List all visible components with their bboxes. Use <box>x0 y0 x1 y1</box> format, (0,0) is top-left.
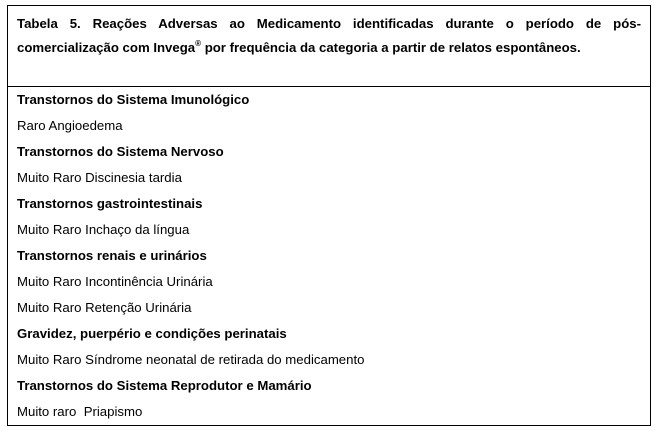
category-heading: Transtornos do Sistema Nervoso <box>17 144 224 159</box>
category-heading: Transtornos renais e urinários <box>17 248 207 263</box>
registered-mark: ® <box>195 38 202 48</box>
reaction-item: Muito Raro Síndrome neonatal de retirada do medicamento <box>17 352 365 367</box>
reaction-item: Muito Raro Inchaço da língua <box>17 222 190 237</box>
category-heading: Transtornos gastrointestinais <box>17 196 203 211</box>
category-heading: Gravidez, puerpério e condições perinatais <box>17 326 287 341</box>
reaction-item: Muito Raro Retenção Urinária <box>17 300 192 315</box>
caption-text: Tabela 5. Reações Adversas ao Medicamento identificadas durante o período de pós-comercialização com Invega <box>17 16 641 55</box>
caption-text-end: por frequência da categoria a partir de relatos espontâneos. <box>201 40 581 55</box>
reaction-item: Raro Angioedema <box>17 118 123 133</box>
reaction-item: Muito Raro Incontinência Urinária <box>17 274 213 289</box>
category-heading: Transtornos do Sistema Imunológico <box>17 92 250 107</box>
table-body <box>17 86 641 424</box>
table-caption <box>17 12 641 60</box>
category-heading: Transtornos do Sistema Reprodutor e Mamário <box>17 378 312 393</box>
reaction-item: Muito raro Priapismo <box>17 404 143 419</box>
adverse-reactions-table <box>7 5 651 426</box>
reaction-item: Muito Raro Discinesia tardia <box>17 170 182 185</box>
